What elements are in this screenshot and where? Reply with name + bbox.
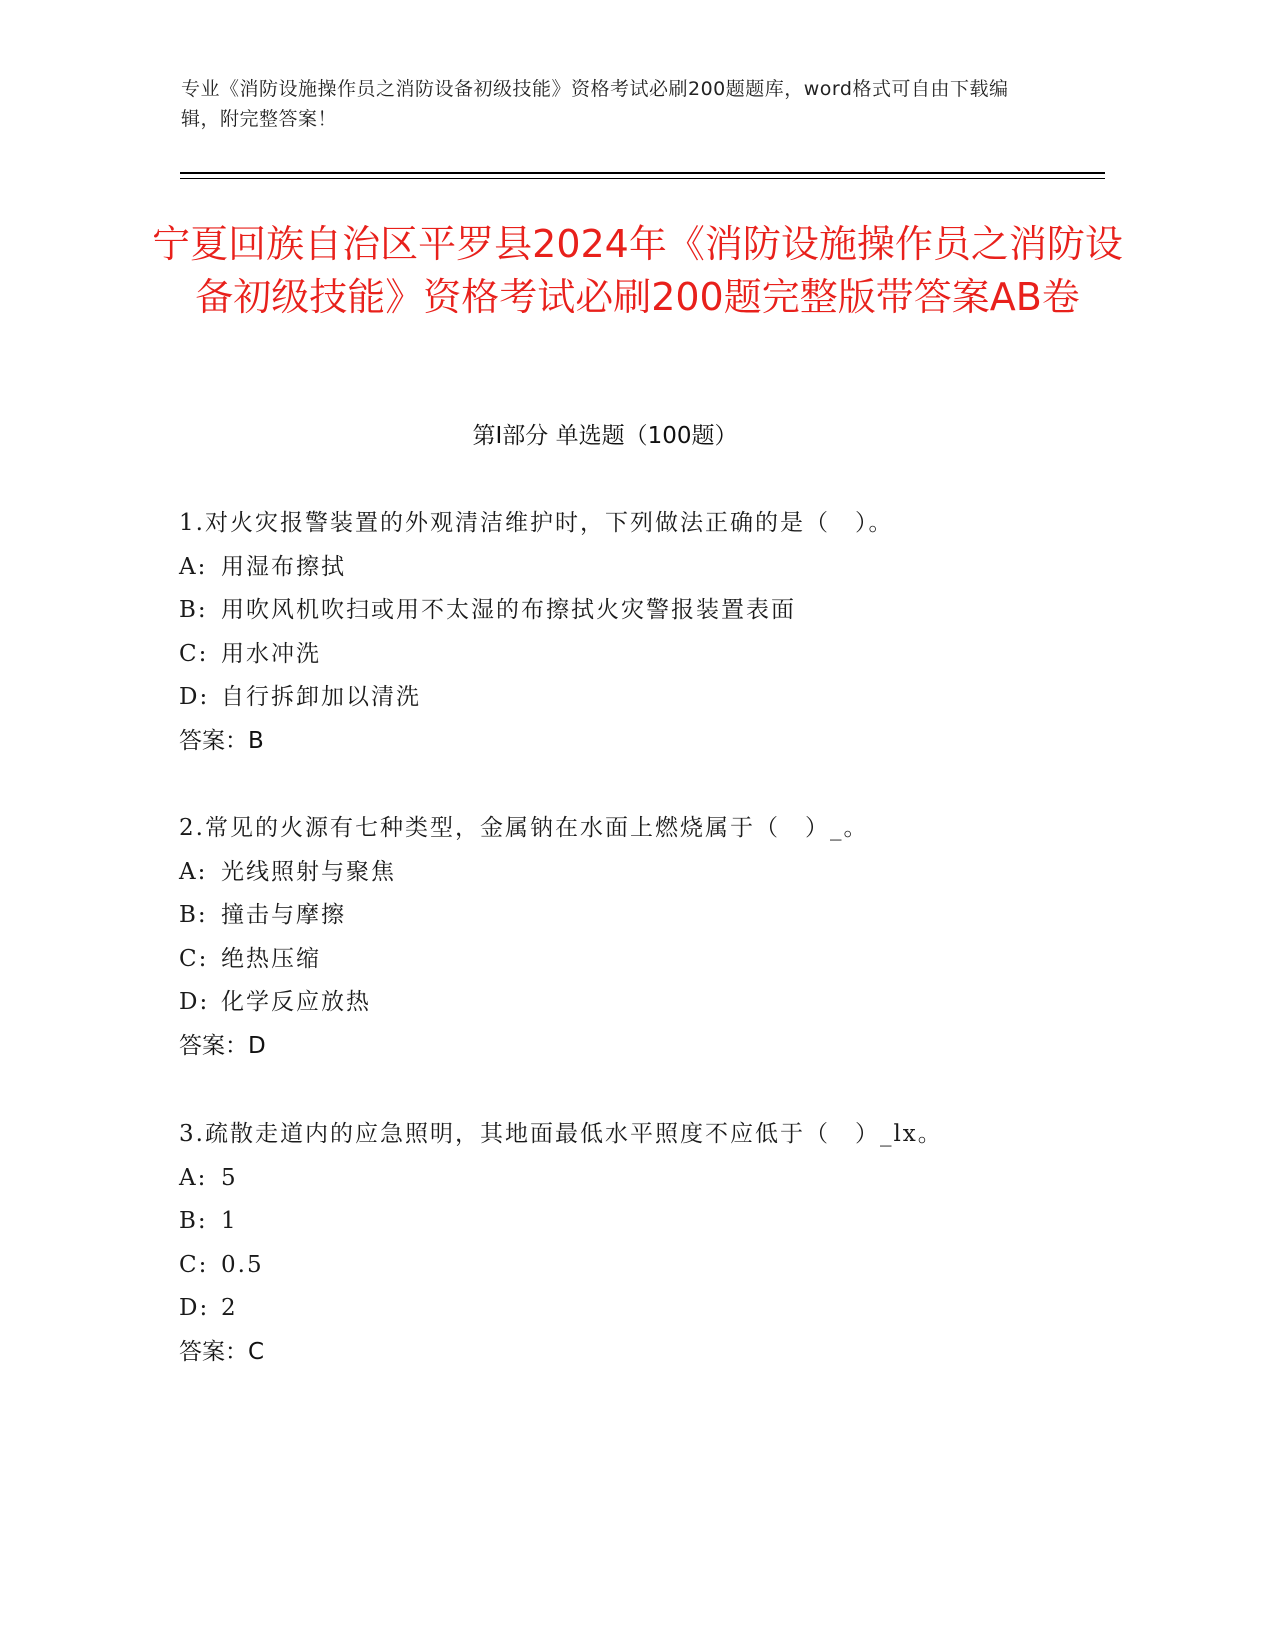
option-letter: A: xyxy=(179,858,208,885)
option-letter: D: xyxy=(179,684,210,710)
header-rule-thin xyxy=(180,178,1105,179)
question-2 xyxy=(179,807,1079,1068)
question-3 xyxy=(179,1113,1079,1374)
option-b xyxy=(179,1200,1079,1244)
option-text: 用吹风机吹扫或用不太湿的布擦拭火灾警报装置表面 xyxy=(221,597,796,623)
answer-line: 答案：B xyxy=(179,727,264,754)
option-text: 用湿布擦拭 xyxy=(221,553,346,580)
option-text: 0.5 xyxy=(221,1251,264,1278)
option-letter: B: xyxy=(179,597,208,623)
option-text: 绝热压缩 xyxy=(221,945,321,972)
option-letter: B: xyxy=(179,902,208,928)
option-b xyxy=(179,894,1079,938)
option-a xyxy=(179,546,1079,590)
option-text: 撞击与摩擦 xyxy=(221,902,346,928)
option-letter: C: xyxy=(179,945,209,972)
question-1 xyxy=(179,502,1079,763)
option-c xyxy=(179,633,1079,677)
header-note: 专业《消防设施操作员之消防设备初级技能》资格考试必刷200题题库，word格式可自由下载编辑，附完整答案！ xyxy=(181,78,1009,130)
option-text: 5 xyxy=(221,1164,238,1191)
option-text: 1 xyxy=(221,1208,238,1234)
option-text: 用水冲洗 xyxy=(221,640,321,667)
option-d xyxy=(179,981,1079,1025)
option-a xyxy=(179,851,1079,895)
option-letter: A: xyxy=(179,553,208,580)
option-c xyxy=(179,1244,1079,1288)
option-letter: C: xyxy=(179,1251,209,1278)
option-letter: A: xyxy=(179,1164,208,1191)
question-stem: 1.对火灾报警装置的外观清洁维护时，下列做法正确的是（ ）。 xyxy=(179,510,894,536)
option-letter: C: xyxy=(179,640,209,667)
option-text: 自行拆卸加以清洗 xyxy=(221,684,421,710)
option-letter: B: xyxy=(179,1208,208,1234)
option-d xyxy=(179,1287,1079,1331)
option-letter: D: xyxy=(179,989,210,1015)
header-rule-thick xyxy=(180,172,1105,174)
option-text: 化学反应放热 xyxy=(221,989,371,1015)
section-title: 第Ⅰ部分 单选题（100题） xyxy=(472,423,738,449)
option-letter: D: xyxy=(179,1295,210,1321)
option-text: 2 xyxy=(221,1295,238,1321)
option-a xyxy=(179,1157,1079,1201)
question-stem: 3.疏散走道内的应急照明，其地面最低水平照度不应低于（ ）_lx。 xyxy=(179,1121,943,1147)
answer-line: 答案：D xyxy=(179,1032,266,1059)
option-b xyxy=(179,589,1079,633)
document-title: 宁夏回族自治区平罗县2024年《消防设施操作员之消防设备初级技能》资格考试必刷200题完整版带答案AB卷 xyxy=(152,222,1123,319)
question-stem: 2.常见的火源有七种类型，金属钠在水面上燃烧属于（ ）_。 xyxy=(179,815,869,841)
answer-line: 答案：C xyxy=(179,1338,265,1365)
option-text: 光线照射与聚焦 xyxy=(221,858,396,885)
option-d xyxy=(179,676,1079,720)
option-c xyxy=(179,938,1079,982)
